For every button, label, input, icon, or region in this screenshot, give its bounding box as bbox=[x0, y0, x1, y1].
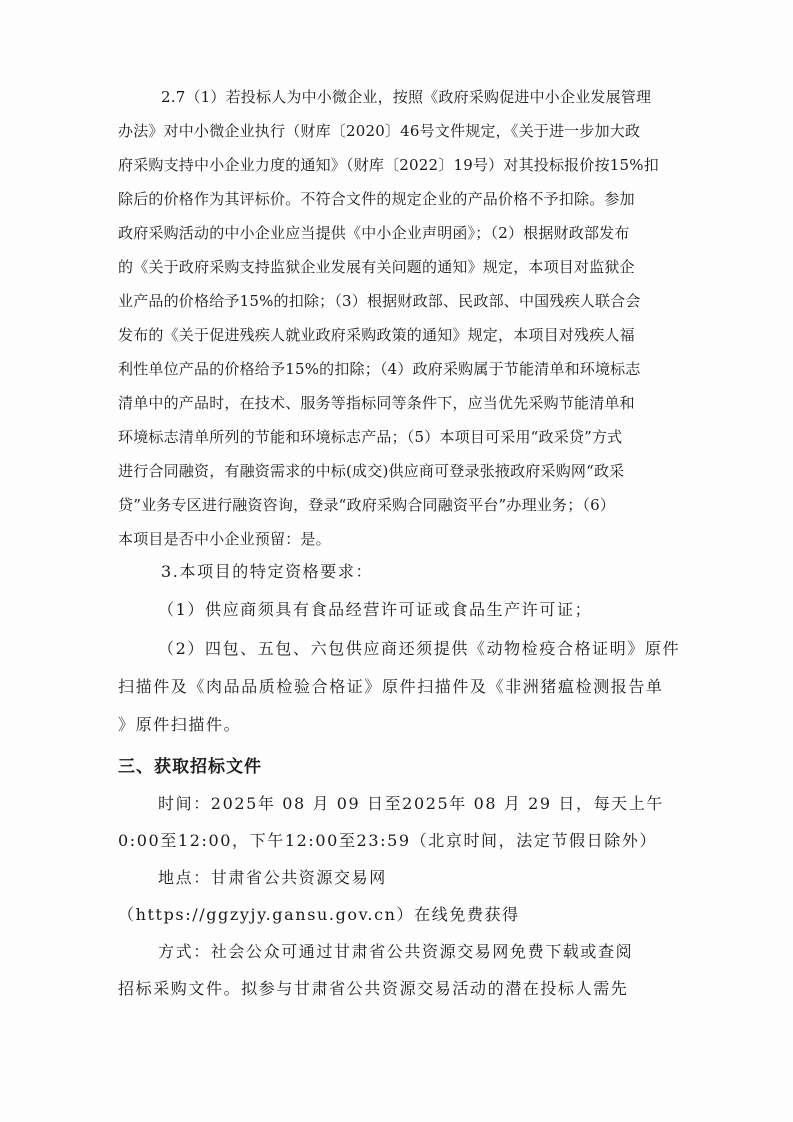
text-line: （2）四包、五包、六包供应商还须提供《动物检疫合格证明》原件 bbox=[158, 639, 681, 658]
text-line: 地点：甘肃省公共资源交易网 bbox=[158, 868, 387, 887]
text-line: 政府采购活动的中小企业应当提供《中小企业声明函》；（2）根据财政部发布 bbox=[118, 224, 630, 242]
section-heading: 三、获取招标文件 bbox=[118, 757, 262, 777]
text-line: 0:00至12:00，下午12:00至23:59（北京时间，法定节假日除外） bbox=[118, 831, 658, 850]
text-line: 时间：2025年 08 月 09 日至2025年 08 月 29 日，每天上午 bbox=[158, 794, 664, 813]
text-line: （https://ggzyjy.gansu.gov.cn）在线免费获得 bbox=[118, 905, 520, 924]
text-line: 方式：社会公众可通过甘肃省公共资源交易网免费下载或查阅 bbox=[158, 942, 634, 961]
text-line: 发布的《关于促进残疾人就业政府采购政策的通知》规定，本项目对残疾人福 bbox=[118, 326, 635, 344]
text-line: 业产品的价格给予15%的扣除；（3）根据财政部、民政部、中国残疾人联合会 bbox=[118, 292, 641, 310]
text-line: 招标采购文件。拟参与甘肃省公共资源交易活动的潜在投标人需先 bbox=[118, 979, 629, 998]
text-line: 办法》对中小微企业执行（财库〔2020〕46号文件规定，《关于进一步加大政 bbox=[118, 122, 641, 140]
text-line: 》原件扫描件。 bbox=[118, 715, 242, 734]
text-line: 除后的价格作为其评标价。不符合文件的规定企业的产品价格不予扣除。参加 bbox=[118, 190, 635, 208]
text-line: 3.本项目的特定资格要求： bbox=[161, 562, 374, 581]
text-line: 贷”业务专区进行融资咨询，登录“政府采购合同融资平台”办理业务；（6） bbox=[118, 496, 616, 514]
text-line: 本项目是否中小企业预留：是。 bbox=[118, 530, 331, 548]
text-line: 府采购支持中小企业力度的通知》（财库〔2022〕19号）对其投标报价按15%扣 bbox=[118, 156, 659, 174]
text-line: 利性单位产品的价格给予15%的扣除；（4）政府采购属于节能清单和环境标志 bbox=[118, 360, 641, 378]
text-line: 环境标志清单所列的节能和环境标志产品；（5）本项目可采用“政采贷”方式 bbox=[118, 428, 623, 446]
text-line: 扫描件及《肉品品质检验合格证》原件扫描件及《非洲猪瘟检测报告单 bbox=[118, 677, 664, 696]
text-line: 2.7（1）若投标人为中小微企业，按照《政府采购促进中小企业发展管理 bbox=[161, 88, 652, 106]
text-line: （1）供应商须具有食品经营许可证或食品生产许可证； bbox=[158, 600, 593, 619]
text-line: 清单中的产品时，在技术、服务等指标同等条件下，应当优先采购节能清单和 bbox=[118, 394, 635, 412]
text-line: 进行合同融资，有融资需求的中标(成交)供应商可登录张掖政府采购网“政采 bbox=[118, 462, 625, 480]
text-line: 的《关于政府采购支持监狱企业发展有关问题的通知》规定，本项目对监狱企 bbox=[118, 258, 635, 276]
